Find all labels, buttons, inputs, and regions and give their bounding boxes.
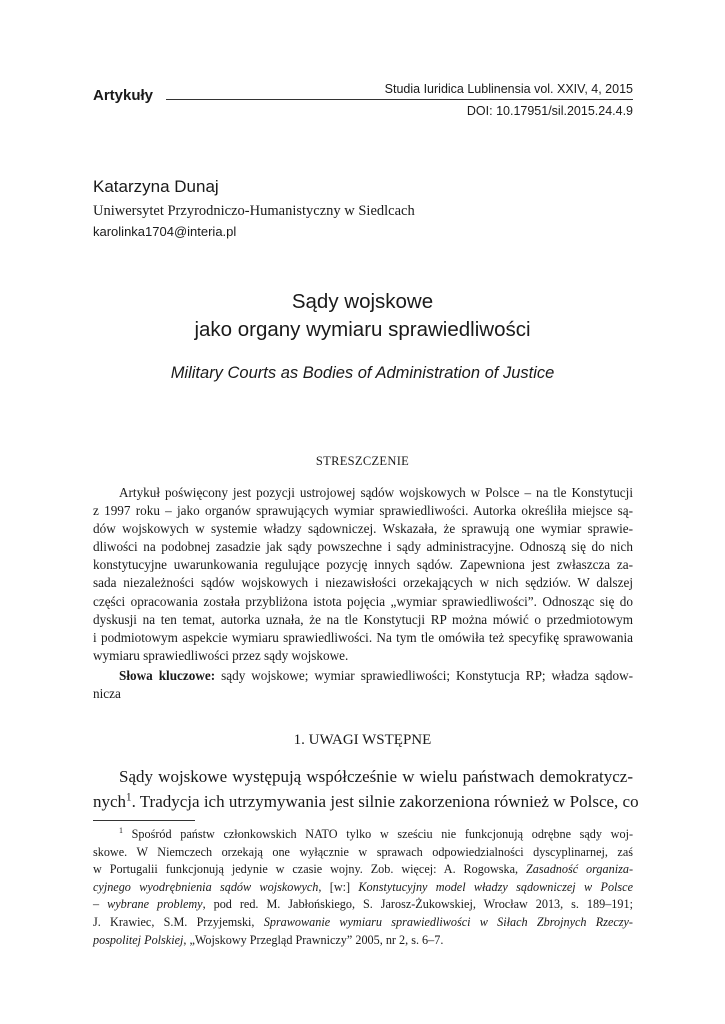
footnote-line: $^1$ Spośród państw członkowskich NATO tylko w sześciu nie funkcjonują odrębne sądy woj-: [119, 825, 634, 841]
body-line: Sądy wojskowe występują współcześnie w wielu państwach demokratycz-: [119, 767, 633, 786]
footnote-line: – wybrane problemy, pod red. M. Jabłońskiego, S. Jarosz-Żukowskiej, Wrocław 2013, s. 189–191;: [93, 897, 633, 912]
keywords-label: Słowa kluczowe:: [119, 668, 216, 683]
keywords-text: sądy wojskowe; wymiar sprawiedliwości; Konstytucja RP; władza sądow-: [221, 668, 633, 683]
abstract-line: konstytucyjne uwarunkowania regulujące pozycję innych sądów. Zapewniona jest zwłaszcza za-: [93, 557, 633, 573]
abstract-line: sada niezależności sądów wojskowych i niezawisłości orzekających w nich sędziów. W dalszej: [93, 575, 633, 591]
keywords: [93, 667, 633, 703]
abstract-line: wymiaru sprawiedliwości przez sądy wojskowe.: [93, 647, 349, 663]
footnote-number: 1: [119, 825, 123, 835]
article-title-line-2: jako organy wymiaru sprawiedliwości: [194, 318, 531, 341]
footnote-line: skowe. W Niemczech orzekają one wyłącznie w sprawach odpowiedzialności dyscyplinarnej, zaś: [93, 844, 633, 859]
article-title: [0, 288, 725, 344]
abstract-line: dyskusji na ten temat, autorka uznała, że na tle Konstytucji RP można mówić o przedmiotowym: [93, 611, 633, 627]
abstract-line: części opracowania została przybliżona istota pojęcia „wymiar sprawiedliwości”. Odnosząc się do: [93, 593, 633, 609]
footnote-line: cyjnego wyodrębnienia sądów wojskowych, [w:] Konstytucyjny model władzy sądowniczej w Polsce: [93, 879, 633, 894]
author-email: karolinka1704@interia.pl: [93, 224, 237, 239]
abstract-text: [93, 484, 633, 665]
footnote: [93, 826, 633, 949]
abstract-line: dliwości na podobnej zasadzie jak sądy powszechne i sądy administracyjne. Odnoszą się do nich: [93, 539, 633, 555]
keywords-line: [93, 667, 633, 685]
abstract-line: i podmiotowym aspekcie wymiaru sprawiedliwości. Na tym tle omówiła też specyfikę sprawowania: [93, 629, 633, 645]
abstract-heading: STRESZCZENIE: [315, 454, 410, 468]
doi: DOI: 10.17951/sil.2015.24.4.9: [466, 104, 633, 118]
body-text: [93, 764, 639, 814]
author-affiliation: Uniwersytet Przyrodniczo-Humanistyczny w Siedlcach: [93, 203, 415, 219]
section-heading: 1. UWAGI WSTĘPNE: [293, 732, 432, 748]
article-subtitle: Military Courts as Bodies of Administration of Justice: [170, 364, 555, 382]
abstract-line: Artykuł poświęcony jest pozycji ustrojowej sądów wojskowych w Polsce – na tle Konstytucji: [119, 485, 633, 500]
footnote-line: pospolitej Polskiej, „Wojskowy Przegląd Prawniczy” 2005, nr 2, s. 6–7.: [93, 932, 444, 947]
footnote-line: w Portugalii funkcjonują jedynie w czasie wojny. Zob. więcej: A. Rogowska, Zasadność organiza-: [93, 862, 633, 877]
body-line: nych$^1$. Tradycja ich utrzymywania jest silnie zakorzeniona również w Polsce, co: [93, 791, 639, 811]
journal-citation: Studia Iuridica Lublinensia vol. XXIV, 4, 2015: [384, 82, 633, 96]
abstract-line: z 1997 roku – jako organów sprawujących wymiar sprawiedliwości. Autorka określiła miejsce są-: [93, 503, 633, 519]
section-label: Artykuły: [93, 87, 154, 104]
footnote-ref[interactable]: 1: [126, 791, 132, 804]
abstract-line: dów wojskowych w systemie władzy sądowniczej. Wskazała, że sprawują one wymiar sprawie-: [93, 521, 633, 537]
author-name: Katarzyna Dunaj: [93, 177, 219, 196]
footnote-rule: [93, 820, 195, 821]
footnote-line: J. Krawiec, S.M. Przyjemski, Sprawowanie wymiaru sprawiedliwości w Siłach Zbrojnych Rzeczy-: [93, 914, 633, 929]
article-title-line-1: Sądy wojskowe: [291, 290, 434, 313]
header-rule: [166, 99, 633, 100]
keywords-line: nicza: [93, 686, 121, 702]
